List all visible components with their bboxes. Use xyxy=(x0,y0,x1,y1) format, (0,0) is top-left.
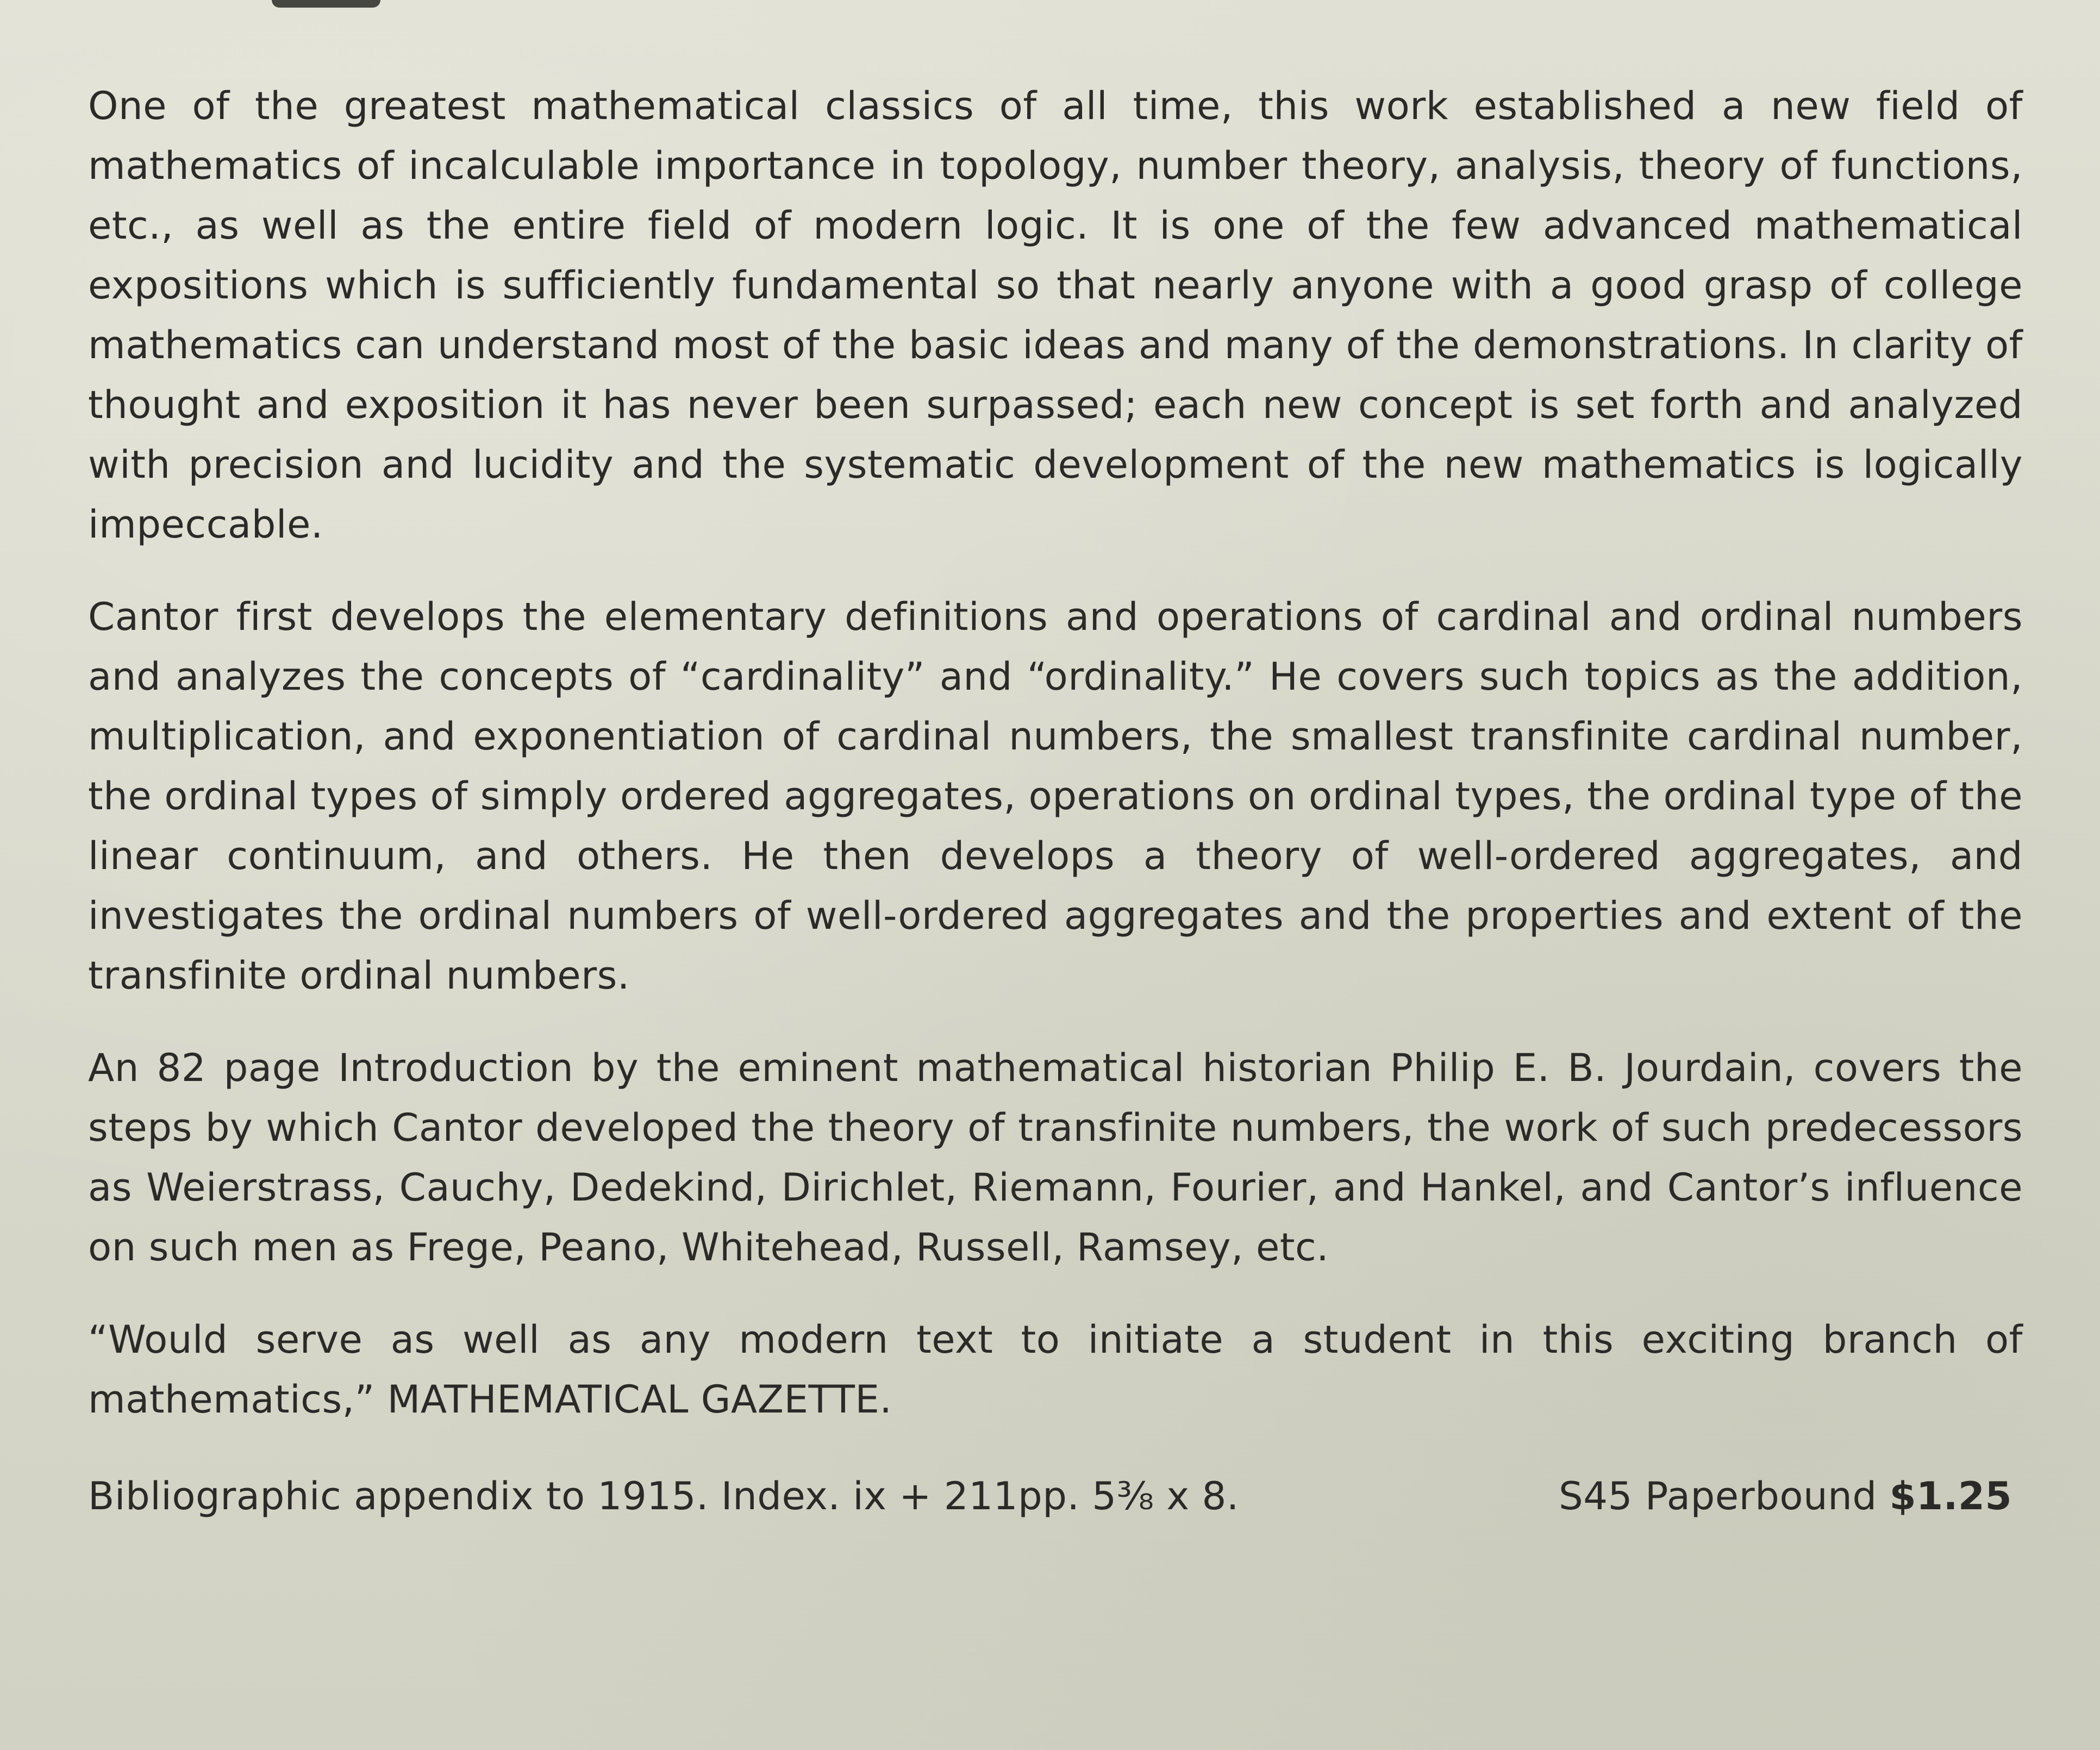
price: $1.25 xyxy=(1889,1474,2012,1518)
blurb-text xyxy=(88,76,2023,1526)
paragraph-overview: One of the greatest mathematical classics of all time, this work established a new field of mathematics of incalculable importance in topology, number theory, analysis, theory of functions, etc., as well as the entire field of modern logic. It is one of the few advanced mathematical expositions which is sufficiently fundamental so that nearly anyone with a good grasp of college mathematics can understand most of the basic ideas and many of the demonstrations. In clarity of thought and exposition it has never been surpassed; each new concept is set forth and analyzed with precision and lucidity and the systematic development of the new mathematics is logically impeccable. xyxy=(88,84,2023,547)
paragraph-introduction: An 82 page Introduction by the eminent mathematical historian Philip E. B. Jourdain, covers the steps by which Cantor developed the theory of transfinite numbers, the work of such predecessors as Weierstrass, Cauchy, Dedekind, Dirichlet, Riemann, Fourier, and Hankel, and Cantor’s influence on such men as Frege, Peano, Whitehead, Russell, Ramsey, etc. xyxy=(88,1046,2023,1270)
catalog-code: S45 Paperbound xyxy=(1559,1474,1877,1518)
bibliographic-details: Bibliographic appendix to 1915. Index. ix + 211pp. 5⅜ x 8. xyxy=(88,1474,1239,1518)
price-block xyxy=(1559,1466,2012,1526)
top-edge-mark xyxy=(272,0,380,8)
publication-details xyxy=(88,1466,2012,1526)
paragraph-contents: Cantor first develops the elementary definitions and operations of cardinal and ordinal numbers and analyzes the concepts of “cardinality” and “ordinality.” He covers such topics as the addition, multiplication, and exponentiation of cardinal numbers, the smallest transfinite cardinal number, the ordinal types of simply ordered aggregates, operations on ordinal types, the ordinal type of the linear continuum, and others. He then develops a theory of well-ordered aggregates, and investigates the ordinal numbers of well-ordered aggregates and the properties and extent of the transfinite ordinal numbers. xyxy=(88,595,2023,998)
review-quote: “Would serve as well as any modern text to initiate a student in this exciting branch of mathematics,” MATHEMATICAL GAZETTE. xyxy=(88,1317,2023,1422)
